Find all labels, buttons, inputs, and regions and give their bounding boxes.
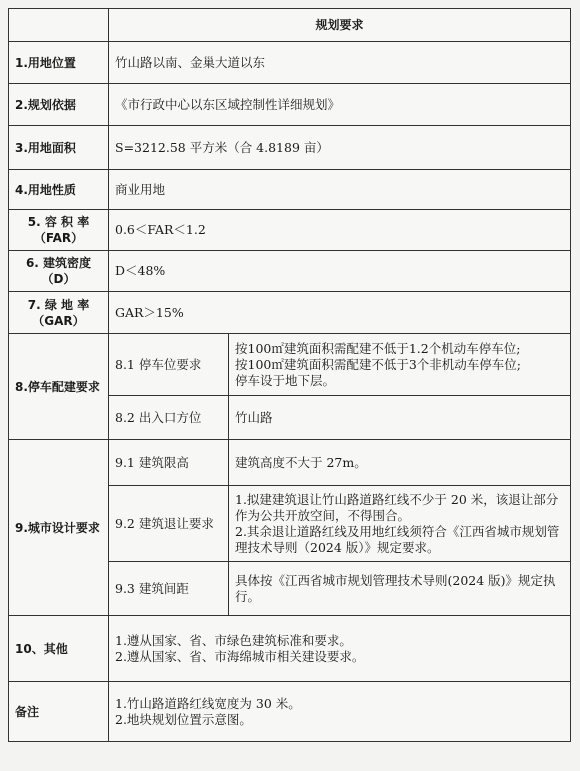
sub-label: 9.3 建筑间距 bbox=[109, 562, 229, 616]
row-label: 8.停车配建要求 bbox=[9, 334, 109, 440]
sub-value: 1.拟建建筑退让竹山路道路红线不少于 20 米，该退让部分作为公共开放空间，不得围合。 2.其余退让道路红线及用地红线须符合《江西省城市规划管理技术导则（2024 版）》规定要求。 bbox=[229, 486, 571, 562]
row-value: 商业用地 bbox=[109, 170, 571, 210]
row-value: GAR＞15% bbox=[109, 292, 571, 334]
row-value: S=3212.58 平方米（合 4.8189 亩） bbox=[109, 126, 571, 170]
sub-label: 8.2 出入口方位 bbox=[109, 396, 229, 440]
table-header: 规划要求 bbox=[109, 9, 571, 42]
table-row bbox=[9, 251, 571, 292]
sub-value: 竹山路 bbox=[229, 396, 571, 440]
sub-label: 9.2 建筑退让要求 bbox=[109, 486, 229, 562]
table-row bbox=[9, 334, 571, 396]
table-row bbox=[9, 682, 571, 742]
table-row bbox=[9, 126, 571, 170]
row-value: D＜48% bbox=[109, 251, 571, 292]
row-label: 1.用地位置 bbox=[9, 42, 109, 84]
row-label: 3.用地面积 bbox=[9, 126, 109, 170]
row-label: 5. 容 积 率 （FAR） bbox=[9, 210, 109, 251]
sub-label: 8.1 停车位要求 bbox=[109, 334, 229, 396]
planning-requirements-table bbox=[8, 8, 571, 742]
row-label: 2.规划依据 bbox=[9, 84, 109, 126]
sub-value: 按100㎡建筑面积需配建不低于1.2个机动车停车位; 按100㎡建筑面积需配建不低于3个非机动车停车位; 停车设于地下层。 bbox=[229, 334, 571, 396]
header-row bbox=[9, 9, 571, 42]
table-row bbox=[9, 170, 571, 210]
row-label: 备注 bbox=[9, 682, 109, 742]
sub-value: 建筑高度不大于 27m。 bbox=[229, 440, 571, 486]
row-value: 《市行政中心以东区域控制性详细规划》 bbox=[109, 84, 571, 126]
sub-value: 具体按《江西省城市规划管理技术导则(2024 版)》规定执行。 bbox=[229, 562, 571, 616]
row-label: 10、其他 bbox=[9, 616, 109, 682]
row-value: 1.竹山路道路红线宽度为 30 米。 2.地块规划位置示意图。 bbox=[109, 682, 571, 742]
table-row bbox=[9, 292, 571, 334]
row-value: 0.6＜FAR＜1.2 bbox=[109, 210, 571, 251]
row-value: 1.遵从国家、省、市绿色建筑标准和要求。 2.遵从国家、省、市海绵城市相关建设要求。 bbox=[109, 616, 571, 682]
table-row bbox=[9, 440, 571, 486]
table-row bbox=[9, 616, 571, 682]
table-row bbox=[9, 42, 571, 84]
row-label: 7. 绿 地 率 （GAR） bbox=[9, 292, 109, 334]
sub-label: 9.1 建筑限高 bbox=[109, 440, 229, 486]
table-row bbox=[9, 84, 571, 126]
row-label: 4.用地性质 bbox=[9, 170, 109, 210]
row-label: 9.城市设计要求 bbox=[9, 440, 109, 616]
row-label: 6. 建筑密度 （D） bbox=[9, 251, 109, 292]
row-value: 竹山路以南、金巢大道以东 bbox=[109, 42, 571, 84]
table-row bbox=[9, 210, 571, 251]
